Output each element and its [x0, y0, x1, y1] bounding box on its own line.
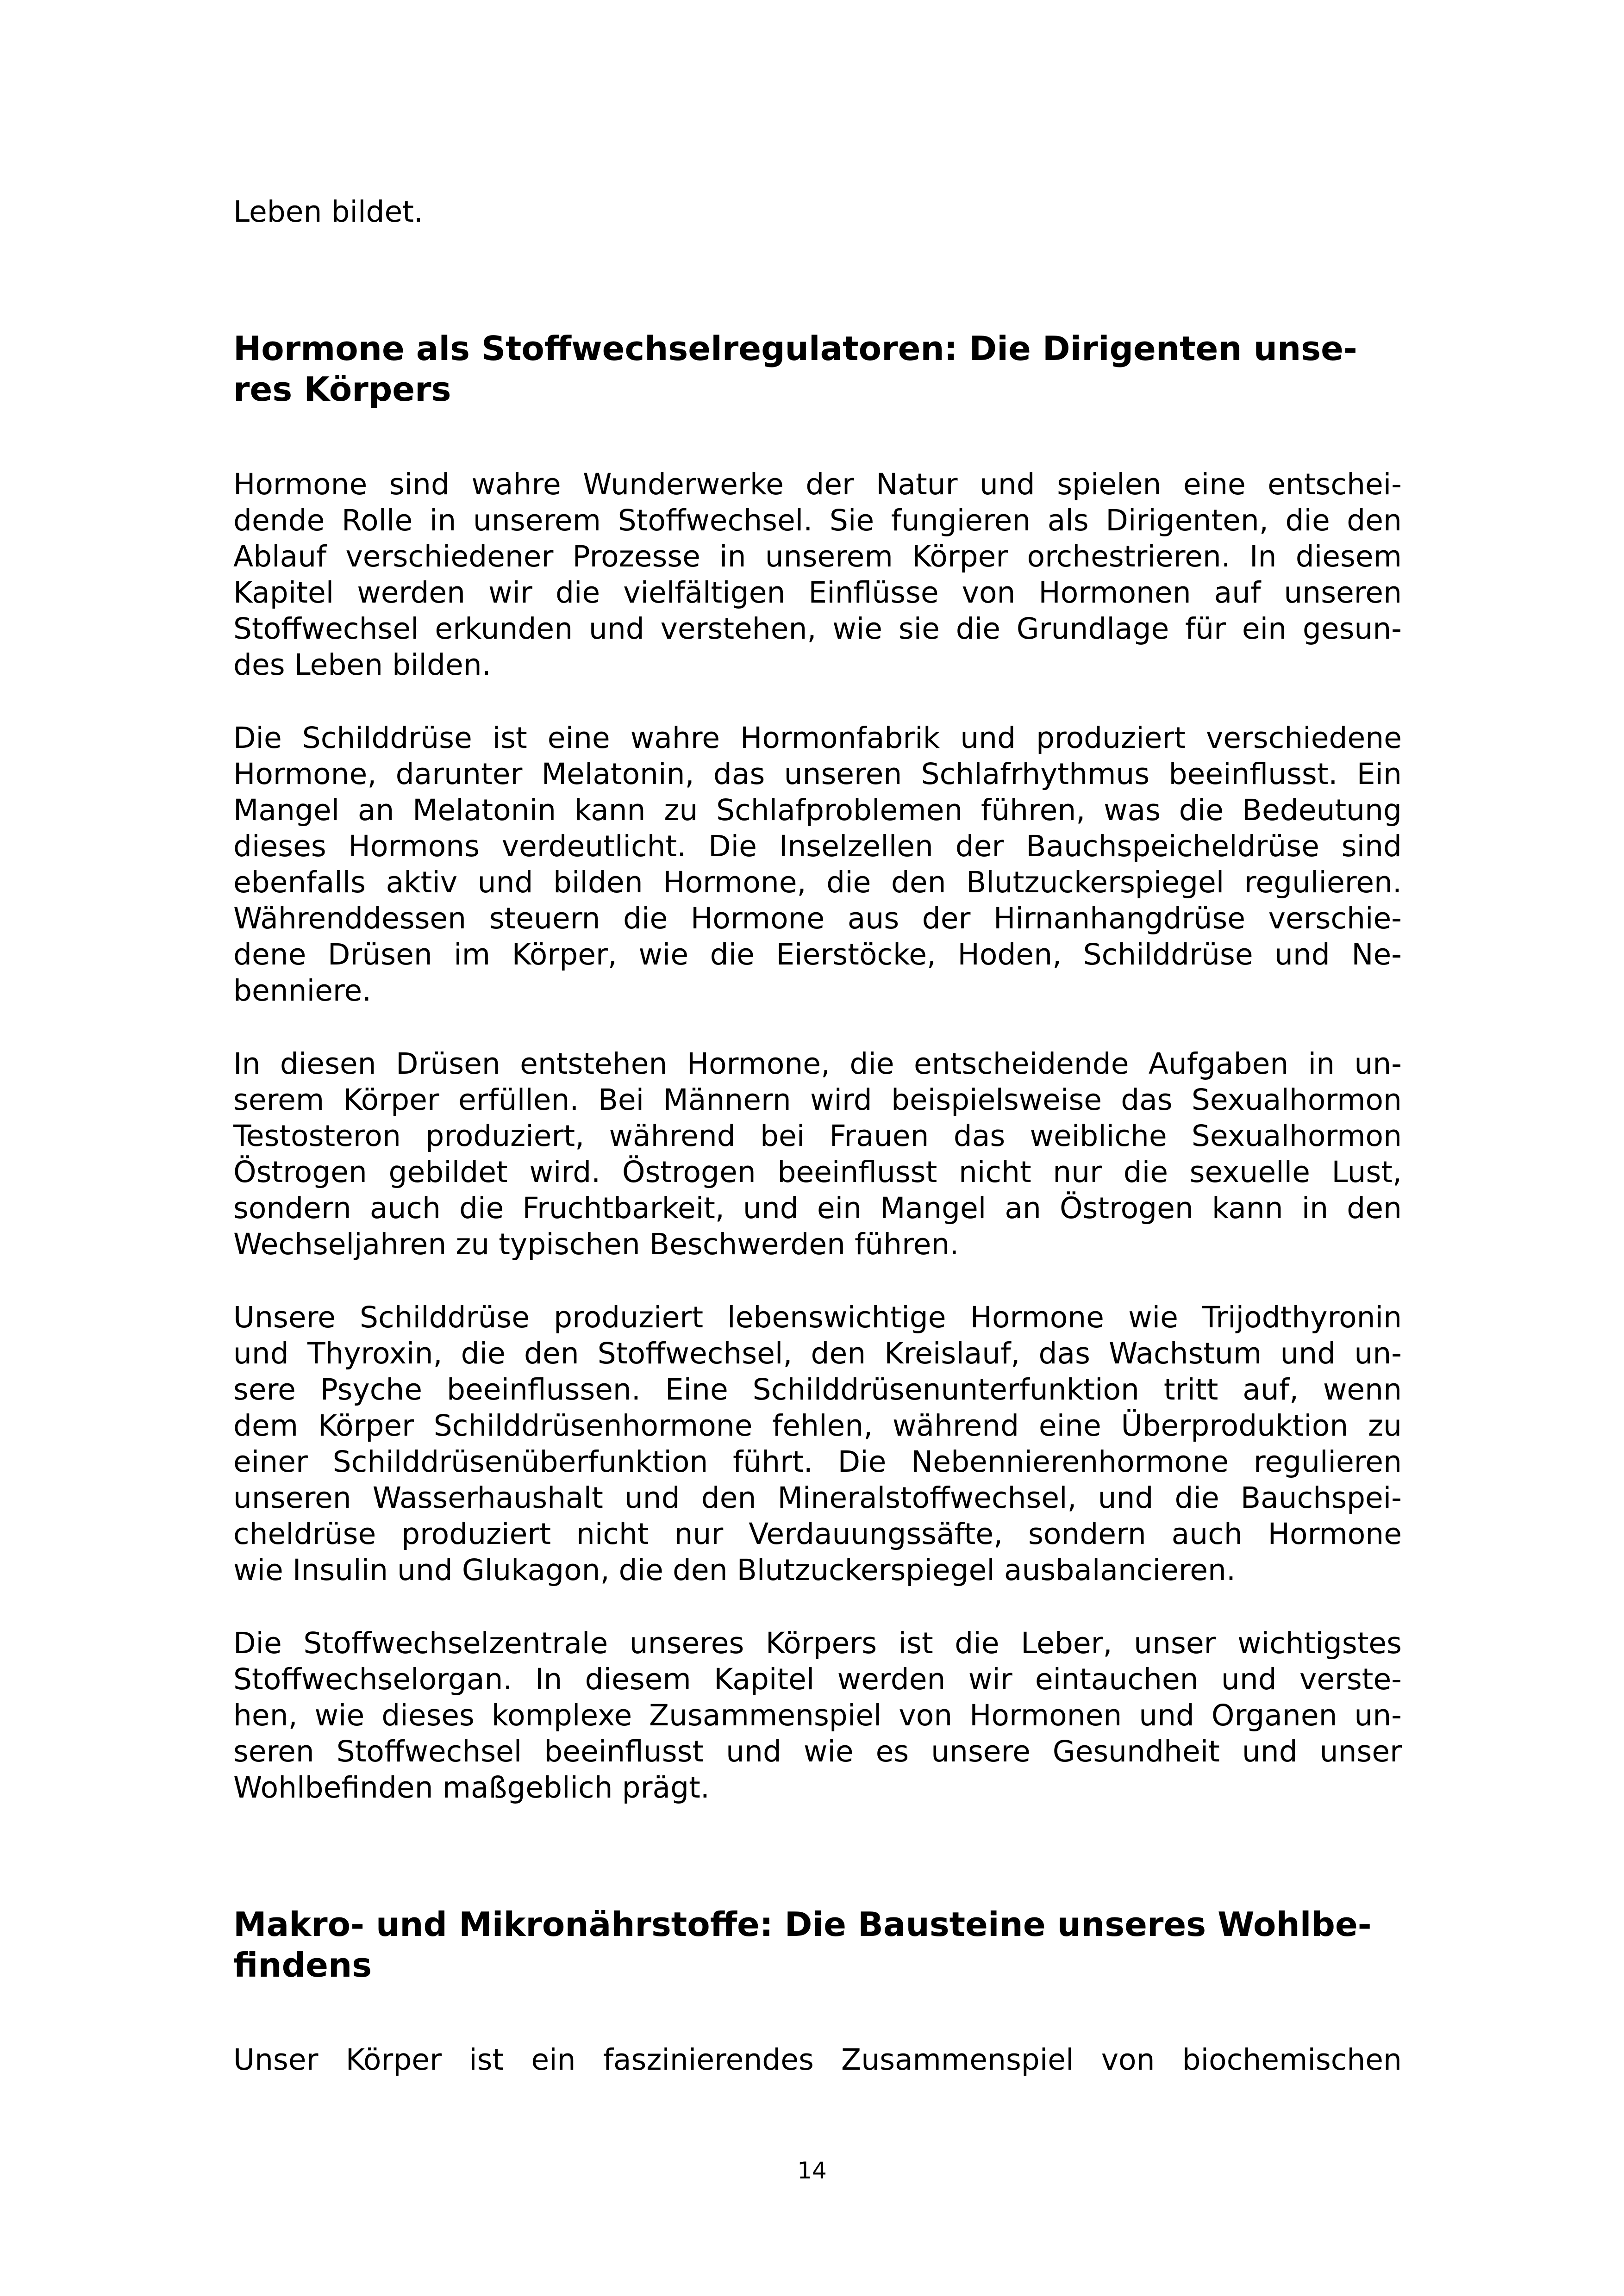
body-text-line: serem Körper erfüllen. Bei Männern wird beispielsweise das Sexualhormon	[233, 1083, 1402, 1117]
body-text-line: des Leben bilden.	[233, 648, 491, 682]
body-text-line: sere Psyche beeinflussen. Eine Schilddrüsenunterfunktion tritt auf, wenn	[233, 1373, 1402, 1406]
body-text-line: Unsere Schilddrüse produziert lebenswichtige Hormone wie Trijodthyronin	[233, 1300, 1402, 1334]
body-text-line: dene Drüsen im Körper, wie die Eierstöcke, Hoden, Schilddrüse und Ne-	[233, 938, 1402, 971]
body-text-line: Wechseljahren zu typischen Beschwerden führen.	[233, 1227, 959, 1261]
body-text-line: Wohlbefinden maßgeblich prägt.	[233, 1771, 710, 1804]
body-text-line: Kapitel werden wir die vielfältigen Einflüsse von Hormonen auf unseren	[233, 576, 1402, 610]
body-text-line: Hormone sind wahre Wunderwerke der Natur und spielen eine entschei-	[233, 467, 1402, 501]
section-heading-line: res Körpers	[233, 370, 451, 409]
body-text-line: ebenfalls aktiv und bilden Hormone, die den Blutzuckerspiegel regulieren.	[233, 865, 1402, 899]
body-text-line: unseren Wasserhaushalt und den Mineralstoffwechsel, und die Bauchspei-	[233, 1481, 1402, 1515]
body-text-line: benniere.	[233, 974, 372, 1008]
body-text-line: Währenddessen steuern die Hormone aus der Hirnanhangdrüse verschie-	[233, 902, 1402, 935]
body-text-line: einer Schilddrüsenüberfunktion führt. Die Nebennierenhormone regulieren	[233, 1445, 1402, 1479]
body-text-line: hen, wie dieses komplexe Zusammenspiel von Hormonen und Organen un-	[233, 1699, 1402, 1732]
page-number: 14	[797, 2157, 827, 2184]
body-text-line: Die Schilddrüse ist eine wahre Hormonfabrik und produziert verschiedene	[233, 721, 1402, 755]
body-text-line: sondern auch die Fruchtbarkeit, und ein Mangel an Östrogen kann in den	[233, 1191, 1402, 1225]
body-text-line: Die Stoffwechselzentrale unseres Körpers ist die Leber, unser wichtigstes	[233, 1626, 1402, 1660]
body-text-line: cheldrüse produziert nicht nur Verdauungssäfte, sondern auch Hormone	[233, 1517, 1402, 1551]
body-text-line: dem Körper Schilddrüsenhormone fehlen, während eine Überproduktion zu	[233, 1409, 1402, 1443]
section-heading-line: Makro- und Mikronährstoffe: Die Bausteine unseres Wohlbe-	[233, 1905, 1372, 1944]
continuation-text-line: Leben bildet.	[233, 195, 423, 229]
body-text-line: dende Rolle in unserem Stoffwechsel. Sie fungieren als Dirigenten, die den	[233, 504, 1402, 537]
body-text-line: In diesen Drüsen entstehen Hormone, die entscheidende Aufgaben in un-	[233, 1047, 1402, 1081]
body-text-line: Stoffwechsel erkunden und verstehen, wie sie die Grundlage für ein gesun-	[233, 612, 1402, 646]
section-heading-line: findens	[233, 1946, 372, 1985]
body-text-line: Unser Körper ist ein faszinierendes Zusammenspiel von biochemischen	[233, 2043, 1402, 2077]
body-text-line: Stoffwechselorgan. In diesem Kapitel werden wir eintauchen und verste-	[233, 1662, 1402, 1696]
body-text-line: Hormone, darunter Melatonin, das unseren Schlafrhythmus beeinflusst. Ein	[233, 757, 1402, 791]
body-text-line: Östrogen gebildet wird. Östrogen beeinflusst nicht nur die sexuelle Lust,	[233, 1155, 1402, 1189]
section-heading-line: Hormone als Stoffwechselregulatoren: Die Dirigenten unse-	[233, 329, 1357, 368]
body-text-line: wie Insulin und Glukagon, die den Blutzuckerspiegel ausbalancieren.	[233, 1553, 1236, 1587]
body-text-line: Ablauf verschiedener Prozesse in unserem Körper orchestrieren. In diesem	[233, 540, 1402, 573]
body-text-line: und Thyroxin, die den Stoffwechsel, den Kreislauf, das Wachstum und un-	[233, 1337, 1402, 1370]
body-text-line: dieses Hormons verdeutlicht. Die Inselzellen der Bauchspeicheldrüse sind	[233, 829, 1402, 863]
body-text-line: seren Stoffwechsel beeinflusst und wie es unsere Gesundheit und unser	[233, 1735, 1402, 1768]
body-text-line: Mangel an Melatonin kann zu Schlafproblemen führen, was die Bedeutung	[233, 793, 1402, 827]
body-text-line: Testosteron produziert, während bei Frauen das weibliche Sexualhormon	[233, 1119, 1402, 1153]
